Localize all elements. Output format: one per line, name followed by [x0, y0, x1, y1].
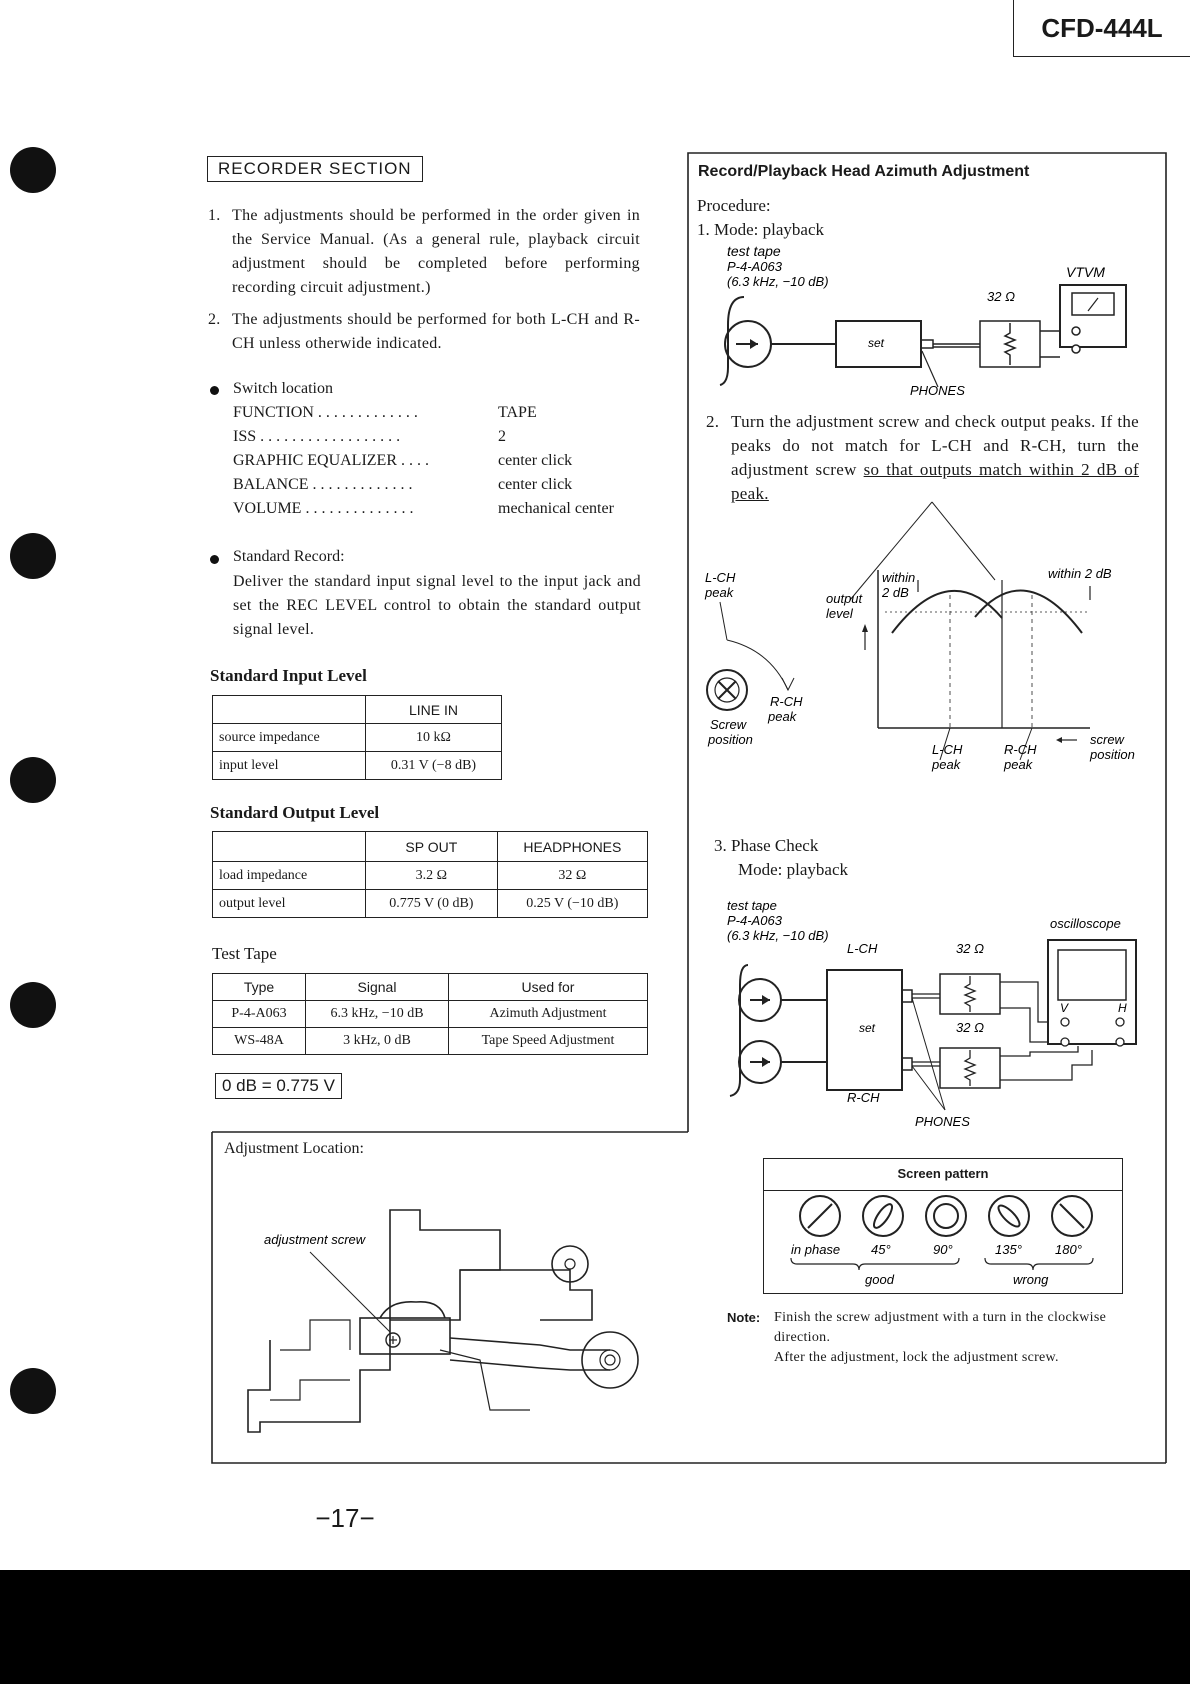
instruction-1-number: 1. — [208, 207, 221, 224]
table-cell: 0.25 V (−10 dB) — [497, 890, 647, 918]
pattern-90-icon — [926, 1196, 966, 1236]
col-header: SP OUT — [366, 832, 498, 862]
oscilloscope-label: oscilloscope — [1050, 916, 1121, 931]
table-cell: source impedance — [213, 724, 366, 752]
switch-value: 2 — [498, 428, 506, 445]
standard-record-text: Deliver the standard input signal level to the input jack and set the REC LEVEL control to obtain the standard output signal level. — [233, 573, 641, 638]
page-number-text: −17− — [315, 1503, 375, 1533]
screen-patterns — [763, 1192, 1123, 1292]
switch-label: BALANCE . . . . . . . . . . . . . — [233, 476, 413, 493]
pattern-45-icon — [863, 1196, 903, 1236]
set-label: set — [868, 336, 885, 350]
phones-label: PHONES — [910, 383, 965, 398]
output-level-label: output — [826, 591, 863, 606]
phones-label: PHONES — [915, 1114, 970, 1129]
x-lch-peak-label: L-CH — [932, 742, 963, 757]
test-tape-label: (6.3 kHz, −10 dB) — [727, 928, 829, 943]
lch-peak-label: L-CH — [705, 570, 736, 585]
table-cell: 0.31 V (−8 dB) — [366, 752, 502, 780]
switch-label: FUNCTION . . . . . . . . . . . . . — [233, 404, 418, 421]
pattern-label: 45° — [871, 1242, 891, 1257]
switch-value: TAPE — [498, 404, 537, 421]
section-title: RECORDER SECTION — [207, 156, 423, 182]
instruction-2-number: 2. — [208, 311, 221, 328]
zero-db-reference: 0 dB = 0.775 V — [215, 1073, 342, 1099]
vtvm-label: VTVM — [1066, 264, 1105, 280]
step-2-emphasis: so that outputs match within 2 dB of peak. — [731, 460, 1140, 503]
table-cell: 10 kΩ — [366, 724, 502, 752]
rch-peak-label: peak — [768, 709, 797, 724]
x-axis-label: screw — [1090, 732, 1124, 747]
table-cell: output level — [213, 890, 366, 918]
switch-label: GRAPHIC EQUALIZER . . . . — [233, 452, 429, 469]
instruction-2-text: The adjustments should be performed for both L-CH and R-CH unless otherwide indicated. — [232, 311, 640, 352]
screen-pattern-title: Screen pattern — [763, 1158, 1123, 1191]
pattern-135-icon — [989, 1196, 1029, 1236]
switch-value: mechanical center — [498, 500, 614, 517]
switch-value: center click — [498, 452, 573, 469]
table-cell: Tape Speed Adjustment — [449, 1028, 648, 1055]
test-tape-label: (6.3 kHz, −10 dB) — [727, 274, 829, 289]
test-tape-label: test tape — [727, 245, 781, 259]
test-tape-label: test tape — [727, 898, 777, 913]
std-input-title: Standard Input Level — [210, 666, 367, 685]
azimuth-title: Record/Playback Head Azimuth Adjustment — [698, 163, 1030, 180]
resistor-label: 32 Ω — [956, 941, 984, 956]
table-cell: 0.775 V (0 dB) — [366, 890, 498, 918]
note-text-1: Finish the screw adjustment with a turn in the clockwise direction. — [774, 1310, 1107, 1345]
table-cell: input level — [213, 752, 366, 780]
resistor-label: 32 Ω — [987, 289, 1015, 304]
step-2 — [706, 410, 1140, 506]
table-cell: 6.3 kHz, −10 dB — [306, 1001, 449, 1028]
table-cell: 3.2 Ω — [366, 862, 498, 890]
col-header: Signal — [306, 974, 449, 1001]
set-label: set — [859, 1021, 876, 1035]
test-tape-label: P-4-A063 — [727, 259, 782, 274]
good-label: good — [865, 1272, 894, 1287]
table-cell: WS-48A — [213, 1028, 306, 1055]
procedure-label: Procedure: — [697, 196, 771, 215]
table-cell: Azimuth Adjustment — [449, 1001, 648, 1028]
peak-matching-diagram — [700, 500, 1140, 790]
note-label: Note: — [727, 1310, 761, 1325]
screw-position-label: position — [708, 732, 753, 747]
phase-check-diagram — [700, 890, 1140, 1130]
v-label: V — [1060, 1001, 1069, 1015]
std-output-title: Standard Output Level — [210, 803, 380, 822]
pattern-label: in phase — [791, 1242, 841, 1257]
screw-position-label: Screw — [710, 717, 747, 732]
step-3: 3. Phase Check — [714, 836, 819, 855]
step-2-text: Turn the adjustment screw and check output peaks. If the peaks do not match for L-CH and R-CH, turn the adjustment screw — [731, 412, 1139, 479]
step-3-mode: Mode: playback — [738, 860, 848, 879]
model-number: CFD-444L — [1013, 0, 1190, 57]
x-axis-label: position — [1090, 747, 1135, 762]
adjustment-location-title: Adjustment Location: — [224, 1140, 364, 1157]
lch-peak-label: peak — [705, 585, 734, 600]
lch-label: L-CH — [847, 941, 878, 956]
standard-record-title: Standard Record: — [233, 548, 345, 565]
adjustment-screw-label: adjustment screw — [264, 1232, 366, 1247]
switch-label: VOLUME . . . . . . . . . . . . . . — [233, 500, 414, 517]
col-header: Used for — [449, 974, 648, 1001]
instruction-1-text: The adjustments should be performed in the order given in the Service Manual. (As a general rule, playback circuit adjustment should be completed before performing recording circuit adjustment.) — [232, 207, 640, 296]
mechanism-drawing — [240, 1200, 660, 1440]
col-header: LINE IN — [366, 696, 502, 724]
table-cell: 3 kHz, 0 dB — [306, 1028, 449, 1055]
wrong-label: wrong — [1013, 1272, 1049, 1287]
table-cell: load impedance — [213, 862, 366, 890]
page-number — [0, 1503, 1190, 1534]
rch-peak-label: R-CH — [770, 694, 803, 709]
table-cell: P-4-A063 — [213, 1001, 306, 1028]
x-rch-peak-label: peak — [1004, 757, 1033, 772]
switch-value: center click — [498, 476, 573, 493]
note-text-2: After the adjustment, lock the adjustment screw. — [774, 1350, 1059, 1365]
table-cell: 32 Ω — [497, 862, 647, 890]
rch-label: R-CH — [847, 1090, 880, 1105]
vtvm-connection-diagram — [700, 245, 1140, 405]
col-header: Type — [213, 974, 306, 1001]
pattern-label: 180° — [1055, 1242, 1082, 1257]
output-level-label: level — [826, 606, 853, 621]
scan-border — [0, 1570, 1190, 1684]
within-2db-label: within — [882, 570, 916, 585]
within-2db-label: within 2 dB — [1048, 566, 1112, 581]
x-lch-peak-label: peak — [932, 757, 961, 772]
pattern-label: 90° — [933, 1242, 953, 1257]
h-label: H — [1118, 1001, 1127, 1015]
within-2db-label: 2 dB — [882, 585, 909, 600]
resistor-label: 32 Ω — [956, 1020, 984, 1035]
step-1: 1. Mode: playback — [697, 220, 824, 239]
step-2-number: 2. — [706, 412, 720, 431]
test-tape-title: Test Tape — [212, 944, 277, 963]
switch-location-title: Switch location — [233, 380, 333, 397]
x-rch-peak-label: R-CH — [1004, 742, 1037, 757]
test-tape-label: P-4-A063 — [727, 913, 782, 928]
switch-label: ISS . . . . . . . . . . . . . . . . . . — [233, 428, 401, 445]
col-header: HEADPHONES — [497, 832, 647, 862]
pattern-label: 135° — [995, 1242, 1022, 1257]
